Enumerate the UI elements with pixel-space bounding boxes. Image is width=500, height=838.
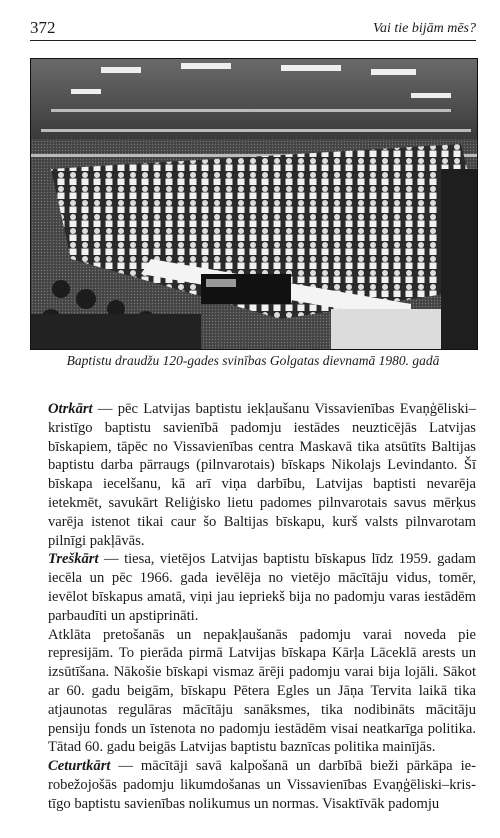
paragraph	[48, 757, 476, 813]
choir-photo	[30, 58, 478, 350]
page-number: 372	[30, 18, 56, 37]
paragraph-text: — pēc Latvijas baptistu iekļaušanu Vissavienības Evaņģēliski–kristīgo baptistu savienībā padomju iestādes neuzticējās Latvijas bīskapiem, tāpēc no Vissavienības centra Maskavā tika atsūtīts Baltijas baptistu darba pārraugs (pilnvarotais) bīskaps Nikolajs Levindanto. Šī bīskapa iecelšanu, kā arī viņa darbību, Latvijas baptisti nevarēja ietekmēt, savukārt Reliģisko lietu padomes pilnvarotais savus mērķus varēja istenot tikai caur šo Baltijas bīskapu, kurš valsts pilnvarotam pilnīgi pakļāvās.	[48, 401, 476, 549]
running-title: Vai tie bijām mēs?	[372, 21, 476, 36]
paragraph-text: — mācītāji savā kalpošanā un darbībā bieži pārkāpa ierobežojošās padomju likumdošanas un Vissavienības Evaņģēliski–kristīgo baptistu savienības nolikumus un normas. Visaktīvāk padomju	[48, 758, 476, 812]
paragraph-text: — tiesa, vietējos Latvijas baptistu bīskapus līdz 1959. gadam iecēla un pēc 1966. gada ievēlēja no vietējo mācītāju vidus, tomēr, ievēlot bīskapus amatā, viņi jau iepriekš bija no padomju varas iestādēm parbaudīti un apstiprināti.	[48, 551, 476, 624]
paragraph	[48, 626, 476, 758]
figure-caption: Baptistu draudžu 120-gades svinības Golgatas dievnamā 1980. gadā	[66, 353, 440, 368]
paragraph	[48, 400, 476, 550]
page-header	[30, 18, 476, 41]
paragraph-lead: Treškārt	[48, 551, 99, 568]
paragraph-lead: Otrkārt	[48, 401, 93, 417]
choir-photo-image	[31, 59, 477, 349]
body-text	[48, 400, 476, 814]
paragraph	[48, 550, 476, 625]
paragraph-text: Atklāta pretošanās un nepakļaušanās padomju varai noveda pie represijām. To pierāda pirmā Latvijas bīskapa Kārļa Lāceklā arests un izsūtīšana. Nākošie bīskapi vismaz ārēji padomju varai bija lojāli. Sākot ar 60. gadu beigām, bīskapu Pētera Egles un Jāņa Tervita laikā tika atjaunotas regulāras mācītāju sanāksmes, tika nodibināts mācitāju pensiju fonds un īstenota no padomju iestādēm visai neatkarīga politika. Tātad 60. gadu beigās Latvijas baptistu baznīcas politika mainījās.	[48, 626, 476, 756]
paragraph-lead: Ceturtkārt	[48, 758, 111, 775]
